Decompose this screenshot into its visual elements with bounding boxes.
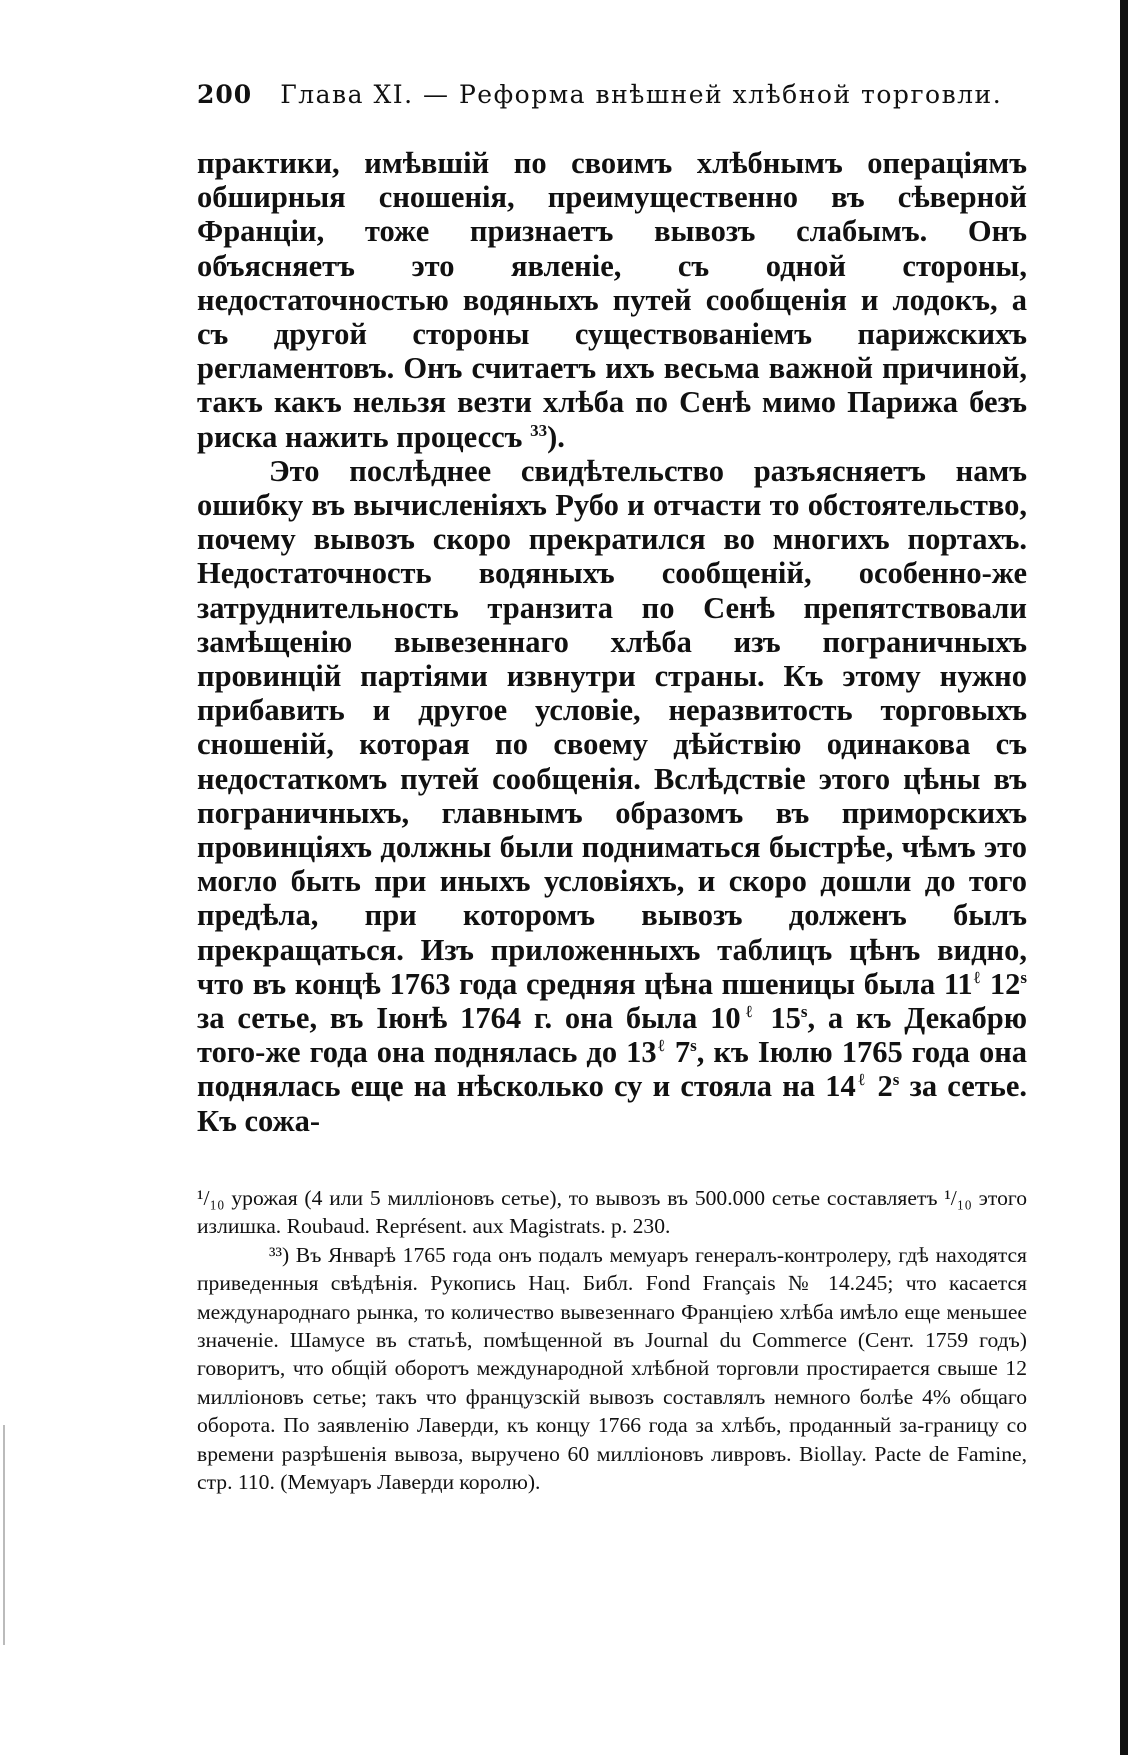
price-2-sous-unit: s xyxy=(800,1001,808,1021)
footnote-continuation xyxy=(197,1184,1027,1241)
price-2-sous: 15 xyxy=(770,1001,801,1036)
paragraph-2-text-d: за сетье. Къ сожа- xyxy=(197,1069,1028,1138)
price-3-sous: 7 xyxy=(674,1035,691,1070)
page-edge-rule xyxy=(1120,0,1128,1755)
footnote-33-text: Въ Январѣ 1765 года онъ подалъ мемуаръ генералъ-контролеру, гдѣ находятся приведенныя свѣдѣнія. Рукопись Нац. Библ. Fond Français № 14.245; что касается международнаго рынка, то количество вывезеннаго Франціею хлѣба имѣло еще меньшее значеніе. Шамусе въ статьѣ, помѣщенной въ Journal du Commerce (Сент. 1759 годъ) говоритъ, что общій оборотъ международной хлѣбной торговли простирается свыше 12 милліоновъ сетье; такъ что французскій вывозъ составлялъ немного болѣе 4% общаго оборота. По заявленію Лаверди, къ концу 1766 года за хлѣбъ, проданный за-границу со времени разрѣшенія вывоза, выручено 60 милліоновъ ливровъ. Biollay. Pacte de Famine, стр. 110. (Мемуаръ Лаверди королю). xyxy=(197,1242,1027,1494)
price-3-livres: 13 xyxy=(626,1035,657,1070)
price-4-livres-unit: ℓ xyxy=(855,1070,868,1090)
price-1-livres-unit: ℓ xyxy=(972,967,982,987)
footnote-fraction: ¹/₁₀ xyxy=(197,1185,225,1210)
price-4-sous: 2 xyxy=(877,1069,893,1104)
price-2-livres-unit: ℓ xyxy=(740,1001,758,1021)
running-title: Глава XI. — Реформа внѣшней хлѣбной торговли. xyxy=(280,80,1003,109)
scan-margin-mark xyxy=(3,1425,5,1645)
page-number: 200 xyxy=(197,80,253,109)
price-3-sous-unit: s xyxy=(690,1036,697,1056)
footnote-ref-33: 33 xyxy=(530,420,548,440)
paragraph-2-text-c: , къ Іюлю 1765 года она поднялась еще на нѣсколько су и стояла на xyxy=(197,1035,1028,1104)
price-4-sous-unit: s xyxy=(892,1070,900,1090)
price-1-sous: 12 xyxy=(989,966,1021,1001)
footnote-continuation-text: урожая (4 или 5 милліоновъ сетье), то вывозъ въ 500.000 сетье составляетъ ¹/₁₀ этого излишка. Roubaud. Représent. aux Magistrats. p. 230. xyxy=(197,1185,1027,1239)
footnote-33 xyxy=(197,1241,1027,1497)
price-1-sous-unit: s xyxy=(1020,967,1027,987)
price-2-livres: 10 xyxy=(710,1001,741,1036)
footnote-33-mark: ³³) xyxy=(269,1242,290,1267)
paragraph-2-text-b: , а къ Декабрю того-же года она поднялась до xyxy=(197,1001,1028,1070)
price-4-livres: 14 xyxy=(825,1069,856,1104)
paragraph-1: практики, имѣвшій по своимъ хлѣбнымъ операціямъ обширныя сношенія, преимущественно въ сѣверной Франціи, тоже признаетъ вывозъ слабымъ. Онъ объясняетъ это явленіе, съ одной стороны, недостаточностью водяныхъ путей сообщенія и лодокъ, а съ другой стороны существованіемъ парижскихъ регламентовъ. Онъ считаетъ ихъ весьма важной причиной, такъ какъ нельзя везти хлѣба по Сенѣ мимо Парижа безъ риска нажить процессъ $^{33}$). xyxy=(197,146,1027,454)
price-3-livres-unit: ℓ xyxy=(656,1036,666,1056)
paragraph-2-text: Это послѣднее свидѣтельство разъясняетъ намъ ошибку въ вычисленіяхъ Рубо и отчасти то обстоятельство, почему вывозъ скоро прекратился во многихъ портахъ. Недостаточность водяныхъ сообщеній, особенно-же затруднительность транзита по Сенѣ препятствовали замѣщенію вывезеннаго хлѣба изъ пограничныхъ провинцій партіями извнутри страны. Къ этому нужно прибавить и другое условіе, неразвитость торговыхъ сношеній, которая по своему дѣйствію одинакова съ недостаткомъ путей сообщенія. Вслѣдствіе этого цѣны въ пограничныхъ, главнымъ образомъ въ приморскихъ провинціяхъ должны были подниматься быстрѣе, чѣмъ это могло быть при иныхъ условіяхъ, и скоро дошли до того предѣла, при которомъ вывозъ долженъ былъ прекращаться. Изъ приложенныхъ таблицъ цѣнъ видно, что въ концѣ 1763 года средняя цѣна пшеницы была xyxy=(197,453,1027,1001)
paragraph-2 xyxy=(197,454,1027,1138)
footnotes xyxy=(197,1184,1027,1496)
page xyxy=(197,80,1027,1496)
main-text xyxy=(197,146,1027,1138)
price-1-livres: 11 xyxy=(943,966,973,1001)
running-header xyxy=(197,80,1027,128)
paragraph-1-text: практики, имѣвшій по своимъ хлѣбнымъ операціямъ обширныя сношенія, преимущественно въ сѣверной Франціи, тоже признаетъ вывозъ слабымъ. Онъ объясняетъ это явленіе, съ одной стороны, недостаточностью водяныхъ путей сообщенія и лодокъ, а съ другой стороны существованіемъ парижскихъ регламентовъ. Онъ считаетъ ихъ весьма важной причиной, такъ какъ нельзя везти хлѣба по Сенѣ мимо Парижа безъ риска нажить процессъ xyxy=(197,146,1027,454)
paragraph-2-text-a: за сетье, въ Іюнѣ 1764 г. она была xyxy=(197,1001,698,1036)
